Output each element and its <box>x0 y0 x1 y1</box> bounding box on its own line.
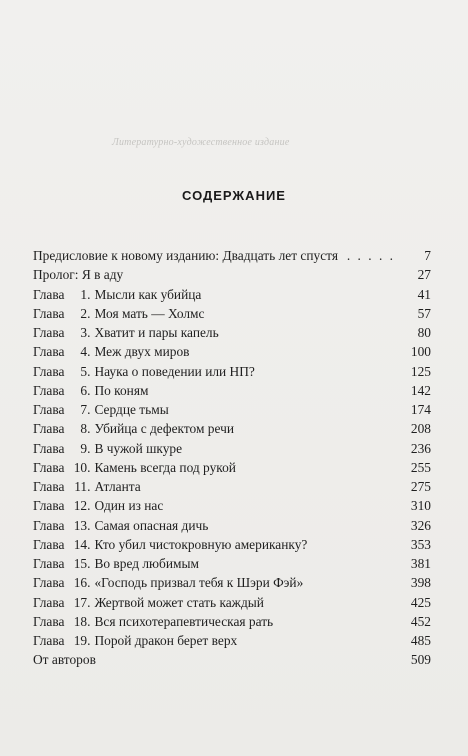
toc-chapter-label <box>33 342 94 361</box>
toc-chapter-label <box>33 554 94 573</box>
toc-chapter-label <box>33 323 94 342</box>
toc-chapter-label <box>33 631 94 650</box>
toc-row <box>33 323 431 342</box>
toc-chapter-word: Глава <box>33 575 65 591</box>
toc-entry-title: Убийца с дефектом речи <box>94 421 234 437</box>
toc-leader-dots: . . . . . <box>346 248 395 263</box>
toc-chapter-label <box>33 400 94 419</box>
toc-chapter-label <box>33 285 94 304</box>
toc-chapter-number-wrap <box>68 573 90 592</box>
toc-chapter-number-wrap <box>68 400 90 419</box>
toc-page-number: 57 <box>417 305 431 321</box>
toc-page-number: 236 <box>410 440 431 456</box>
toc-chapter-number-wrap <box>68 419 90 438</box>
toc-page-number: 208 <box>410 421 431 437</box>
toc-chapter-number-wrap <box>68 439 90 458</box>
toc-page-number: 125 <box>410 363 431 379</box>
toc-chapter-word: Глава <box>33 633 65 648</box>
toc-chapter-label <box>33 381 94 400</box>
toc-page-number: 174 <box>410 402 431 417</box>
toc-page-number: 452 <box>410 613 431 629</box>
toc-chapter-word: Глава <box>33 305 65 321</box>
toc-row <box>33 285 431 304</box>
toc-chapter-label <box>33 304 94 323</box>
toc-entry-title: Пролог: Я в аду <box>33 267 124 283</box>
toc-page-number: 509 <box>410 652 431 668</box>
toc-chapter-number: 4. <box>80 344 91 360</box>
toc-row <box>33 650 431 669</box>
toc-chapter-word: Глава <box>33 421 65 437</box>
toc-entry-title: Кто убил чистокровную американку? <box>94 536 308 552</box>
toc-chapter-number: 11. <box>74 479 91 494</box>
toc-page-number: 353 <box>410 536 431 552</box>
toc-chapter-label <box>33 439 94 458</box>
toc-row <box>33 631 431 650</box>
toc-chapter-word: Глава <box>33 440 65 456</box>
toc-row <box>33 342 431 361</box>
toc-chapter-number-wrap <box>68 304 90 323</box>
toc-row <box>33 362 431 381</box>
toc-chapter-number: 14. <box>73 536 91 552</box>
toc-chapter-number: 5. <box>80 363 91 379</box>
toc-entry-title: Атланта <box>94 479 141 494</box>
toc-row <box>33 458 431 477</box>
toc-entry-title: От авторов <box>33 652 96 668</box>
toc-chapter-number: 1. <box>80 286 91 302</box>
toc-page-number: 7 <box>424 248 431 263</box>
toc-page-number: 275 <box>410 479 431 494</box>
toc-page-number: 425 <box>410 594 431 610</box>
toc-row <box>33 593 431 612</box>
toc-entry-title: Вся психотерапевтическая рать <box>94 613 274 629</box>
toc-row <box>33 496 431 515</box>
toc-chapter-label <box>33 458 94 477</box>
toc-chapter-number-wrap <box>68 535 90 554</box>
toc-chapter-label <box>33 496 94 515</box>
toc-entry-title: Наука о поведении или НП? <box>94 363 255 379</box>
toc-chapter-word: Глава <box>33 325 65 340</box>
toc-chapter-label <box>33 573 94 592</box>
toc-chapter-number-wrap <box>68 458 90 477</box>
toc-page-number: 310 <box>410 498 431 514</box>
toc-chapter-number: 19. <box>73 633 91 648</box>
toc-chapter-number: 9. <box>80 440 91 456</box>
toc-chapter-word: Глава <box>33 556 65 571</box>
toc-row <box>33 554 431 573</box>
toc-chapter-number: 18. <box>73 613 91 629</box>
toc-chapter-number-wrap <box>68 496 90 515</box>
toc-page-number: 326 <box>410 517 431 533</box>
toc-page-number: 485 <box>410 633 431 648</box>
toc-chapter-number-wrap <box>68 554 90 573</box>
toc-entry-title: Сердце тьмы <box>94 402 169 417</box>
toc-chapter-word: Глава <box>33 479 65 494</box>
toc-chapter-number: 16. <box>73 575 91 591</box>
toc-row <box>33 400 431 419</box>
toc-entry-title: Хватит и пары капель <box>94 325 219 340</box>
toc-page-number: 41 <box>417 286 431 302</box>
toc-chapter-label <box>33 593 94 612</box>
toc-chapter-word: Глава <box>33 344 65 360</box>
toc-chapter-number-wrap <box>68 342 90 361</box>
toc-chapter-number: 3. <box>80 325 91 340</box>
toc-chapter-number: 2. <box>80 305 91 321</box>
toc-page-number: 255 <box>410 459 431 475</box>
toc-page-number: 80 <box>417 325 431 340</box>
toc-page-number: 381 <box>410 556 431 571</box>
toc-entry-title: Мысли как убийца <box>94 286 202 302</box>
toc-chapter-number-wrap <box>68 593 90 612</box>
toc-row <box>33 535 431 554</box>
toc-chapter-word: Глава <box>33 517 65 533</box>
toc-chapter-word: Глава <box>33 613 65 629</box>
toc-entry-title: Меж двух миров <box>94 344 190 360</box>
toc-row <box>33 439 431 458</box>
toc-chapter-label <box>33 535 94 554</box>
toc-chapter-number: 17. <box>73 594 91 610</box>
toc-chapter-word: Глава <box>33 459 65 475</box>
toc-chapter-label <box>33 477 94 496</box>
toc-chapter-number: 15. <box>73 556 91 571</box>
toc-chapter-label <box>33 362 94 381</box>
toc-chapter-label <box>33 516 94 535</box>
toc-chapter-number: 8. <box>80 421 91 437</box>
toc-row <box>33 246 431 265</box>
bleed-through-text: Литературно-художественное издание <box>112 137 290 148</box>
toc-chapter-number: 6. <box>80 382 91 398</box>
toc-chapter-word: Глава <box>33 498 65 514</box>
toc-chapter-number-wrap <box>68 323 90 342</box>
toc-page-number: 100 <box>410 344 431 360</box>
toc-page-number: 142 <box>410 382 431 398</box>
toc-chapter-number-wrap <box>68 631 90 650</box>
toc-entry-title: Жертвой может стать каждый <box>94 594 264 610</box>
toc-entry-title: Порой дракон берет верх <box>94 633 238 648</box>
toc-chapter-number-wrap <box>68 516 90 535</box>
toc-chapter-number-wrap <box>68 477 90 496</box>
toc-chapter-label <box>33 612 94 631</box>
toc-row <box>33 477 431 496</box>
toc-chapter-word: Глава <box>33 382 65 398</box>
toc-chapter-number-wrap <box>68 381 90 400</box>
toc-chapter-word: Глава <box>33 402 65 417</box>
toc-entry-title: В чужой шкуре <box>94 440 183 456</box>
toc-chapter-number-wrap <box>68 285 90 304</box>
toc-row <box>33 516 431 535</box>
table-of-contents <box>33 246 431 670</box>
toc-chapter-label <box>33 419 94 438</box>
toc-chapter-number: 12. <box>73 498 91 514</box>
toc-page-number: 27 <box>417 267 431 283</box>
toc-chapter-number-wrap <box>68 612 90 631</box>
toc-entry-title: Предисловие к новому изданию: Двадцать лет спустя <box>33 248 339 263</box>
toc-entry-title: «Господь призвал тебя к Шэри Фэй» <box>94 575 304 591</box>
toc-entry-title: Во вред любимым <box>94 556 199 571</box>
toc-chapter-word: Глава <box>33 594 65 610</box>
toc-row <box>33 304 431 323</box>
toc-row <box>33 573 431 592</box>
toc-entry-title: По коням <box>94 382 149 398</box>
toc-entry-title: Один из нас <box>94 498 164 514</box>
page-title: СОДЕРЖАНИЕ <box>182 188 286 203</box>
toc-chapter-word: Глава <box>33 536 65 552</box>
toc-entry-title: Самая опасная дичь <box>94 517 209 533</box>
toc-chapter-number-wrap <box>68 362 90 381</box>
toc-chapter-number: 13. <box>73 517 91 533</box>
toc-row <box>33 381 431 400</box>
toc-page-number: 398 <box>410 575 431 591</box>
toc-chapter-number: 10. <box>73 459 91 475</box>
toc-row <box>33 612 431 631</box>
toc-chapter-word: Глава <box>33 286 65 302</box>
toc-chapter-number: 7. <box>80 402 91 417</box>
toc-row <box>33 419 431 438</box>
toc-entry-title: Моя мать — Холмс <box>94 305 205 321</box>
toc-row <box>33 265 431 284</box>
toc-entry-title: Камень всегда под рукой <box>94 459 236 475</box>
toc-chapter-word: Глава <box>33 363 65 379</box>
